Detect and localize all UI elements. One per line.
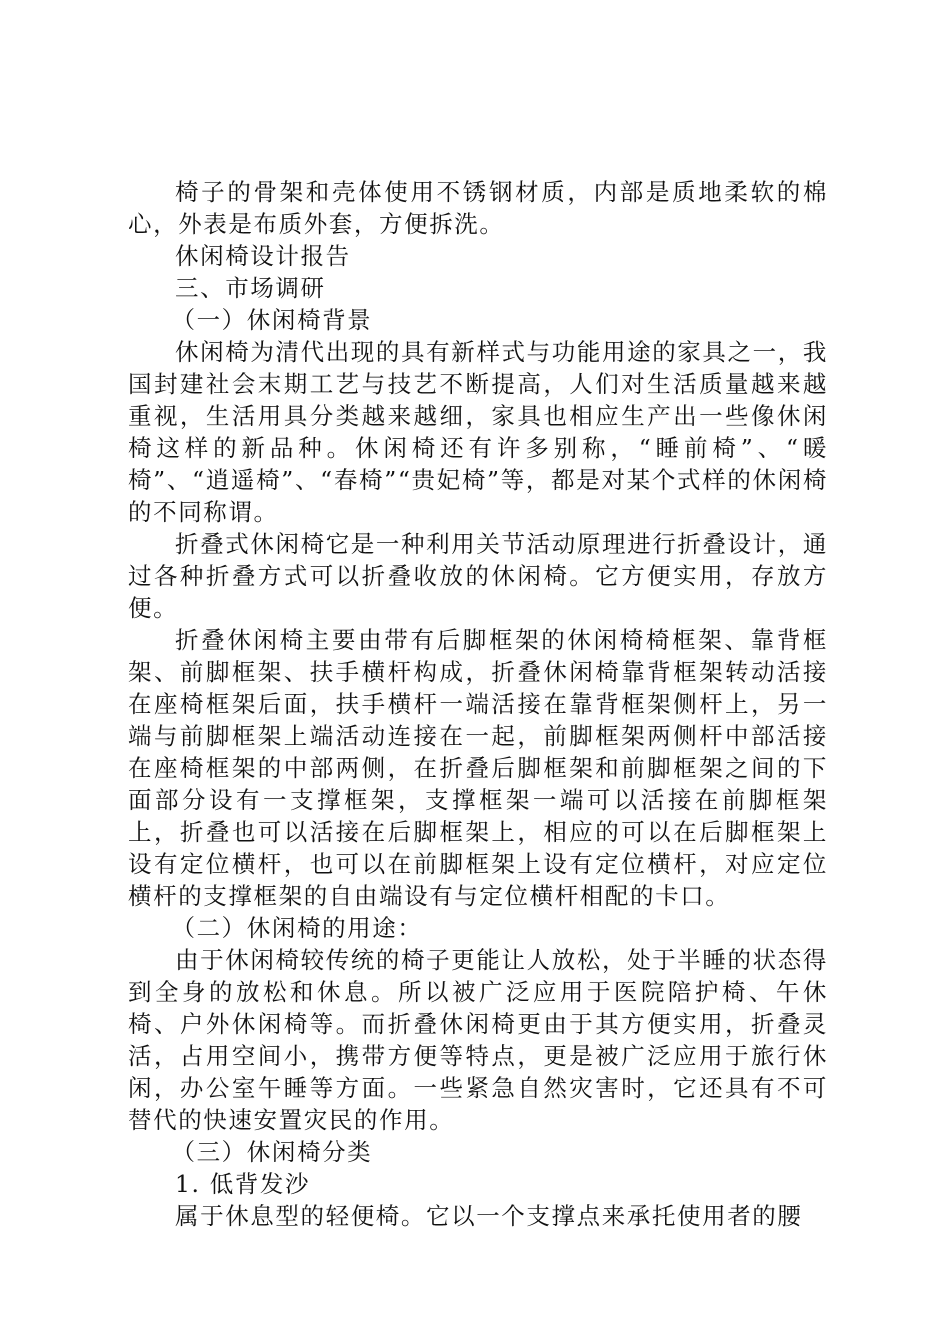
paragraph-background: 休闲椅为清代出现的具有新样式与功能用途的家具之一，我国封建社会末期工艺与技艺不断提高，人们对生活质量越来越重视，生活用具分类越来越细，家具也相应生产出一些像休闲椅这样的新品种。休闲椅还有许多别称，“睡前椅”、“暖椅”、“逍遥椅”、“春椅”“贵妃椅”等，都是对某个式样的休闲椅的不同称谓。 xyxy=(128,338,828,526)
heading-report-title: 休闲椅设计报告 xyxy=(175,242,351,270)
heading-low-back-sofa: 1. 低背发沙 xyxy=(175,1170,311,1198)
subheading-background: （一）休闲椅背景 xyxy=(171,306,373,334)
paragraph-low-back-sofa: 属于休息型的轻便椅。它以一个支撑点来承托使用者的腰 xyxy=(175,1202,803,1230)
paragraph-folding-chair: 折叠式休闲椅它是一种利用关节活动原理进行折叠设计，通过各种折叠方式可以折叠收放的休闲椅。它方便实用，存放方便。 xyxy=(128,530,828,622)
document-body xyxy=(128,176,828,1232)
heading-market-research: 三、市场调研 xyxy=(175,274,326,302)
paragraph-chair-material: 椅子的骨架和壳体使用不锈钢材质，内部是质地柔软的棉心，外表是布质外套，方便拆洗。 xyxy=(128,178,828,238)
paragraph-folding-structure: 折叠休闲椅主要由带有后脚框架的休闲椅椅框架、靠背框架、前脚框架、扶手横杆构成，折叠休闲椅靠背框架转动活接在座椅框架后面，扶手横杆一端活接在靠背框架侧杆上，另一端与前脚框架上端活动连接在一起，前脚框架两侧杆中部活接在座椅框架的中部两侧，在折叠后脚框架和前脚框架之间的下面部分设有一支撑框架，支撑框架一端可以活接在前脚框架上，折叠也可以活接在后脚框架上，相应的可以在后脚框架上设有定位横杆，也可以在前脚框架上设有定位横杆，对应定位横杆的支撑框架的自由端设有与定位横杆相配的卡口。 xyxy=(128,626,828,910)
paragraph-uses: 由于休闲椅较传统的椅子更能让人放松，处于半睡的状态得到全身的放松和休息。所以被广泛应用于医院陪护椅、午休椅、户外休闲椅等。而折叠休闲椅更由于其方便实用，折叠灵活，占用空间小，携带方便等特点，更是被广泛应用于旅行休闲，办公室午睡等方面。一些紧急自然灾害时，它还具有不可替代的快速安置灾民的作用。 xyxy=(128,946,828,1134)
subheading-uses: （二）休闲椅的用途： xyxy=(171,914,423,942)
subheading-categories: （三）休闲椅分类 xyxy=(171,1138,373,1166)
